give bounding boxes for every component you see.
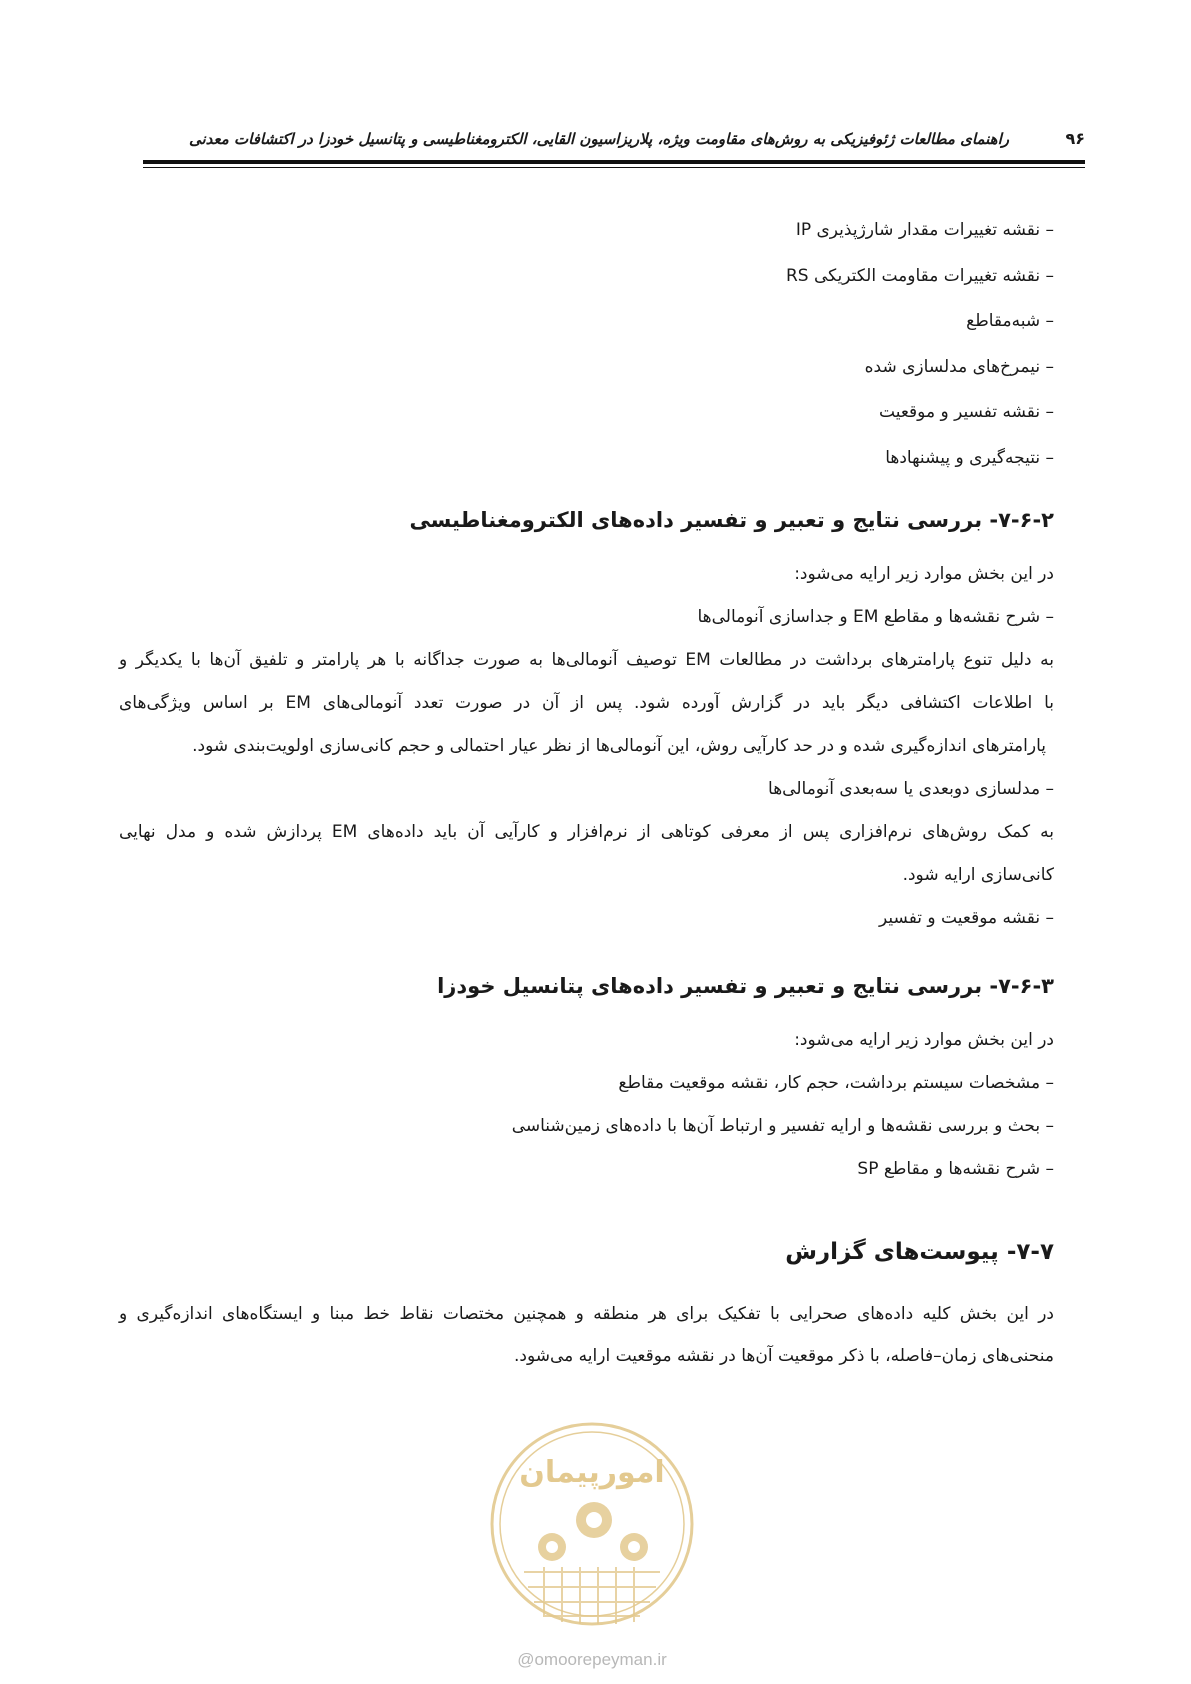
list-item: – نقشه تغییرات مقدار شارژپذیری IP [795, 220, 1054, 240]
list-item: – نقشه موقعیت و تفسیر [879, 908, 1054, 928]
list-item: – شبه‌مقاطع [966, 311, 1054, 331]
paragraph-line: پارامترهای اندازه‌گیری شده و در حد کارآیی روش، این آنومالی‌ها از نظر عیار احتمالی و حجم کانی‌سازی اولویت‌بندی شود. [192, 736, 1046, 756]
section-intro: در این بخش موارد زیر ارایه می‌شود: [794, 564, 1054, 584]
paragraph-line: به کمک روش‌های نرم‌افزاری پس از معرفی کوتاهی از نرم‌افزار و کارآیی آن باید داده‌های EM پردازش شده و مدل نهایی [119, 822, 1054, 842]
watermark-logo [484, 1412, 700, 1644]
list-item: – نقشه تغییرات مقاومت الکتریکی RS [785, 266, 1054, 286]
list-item: – نتیجه‌گیری و پیشنهادها [885, 448, 1054, 468]
section-heading-attachments: ۷-۷- پیوست‌های گزارش [785, 1239, 1054, 1265]
header-rule-thin [143, 167, 1085, 168]
section-intro: در این بخش موارد زیر ارایه می‌شود: [794, 1030, 1054, 1050]
running-title: راهنمای مطالعات ژئوفیزیکی به روش‌های مقاومت ویژه، پلاریزاسیون القایی، الکترومغناطیسی و پتانسیل خودزا در اکتشافات معدنی [188, 130, 1009, 148]
running-header [143, 128, 1085, 154]
section-heading-em: ۷-۶-۲- بررسی نتایج و تعبیر و تفسیر داده‌های الکترومغناطیسی [409, 508, 1054, 532]
paragraph-line: منحنی‌های زمان–فاصله، با ذکر موقعیت آن‌ها در نقشه موقعیت ارایه می‌شود. [514, 1346, 1054, 1366]
paragraph-line: در این بخش کلیه داده‌های صحرایی با تفکیک برای هر منطقه و همچنین مختصات نقاط خط مبنا و ایستگاه‌های اندازه‌گیری و [119, 1304, 1054, 1324]
list-item: – مدلسازی دوبعدی یا سه‌بعدی آنومالی‌ها [768, 779, 1054, 799]
watermark-logo-text: امورپیمان [519, 1455, 665, 1490]
paragraph-line: کانی‌سازی ارایه شود. [902, 865, 1054, 885]
list-item: – مشخصات سیستم برداشت، حجم کار، نقشه موقعیت مقاطع [618, 1073, 1054, 1093]
watermark-site: @omoorepeyman.ir [517, 1650, 667, 1669]
page-number: ۹۶ [1065, 129, 1085, 148]
list-item: – نیمرخ‌های مدلسازی شده [864, 357, 1054, 377]
watermark-emblem-icon [484, 1412, 700, 1644]
paragraph-line: به دلیل تنوع پارامترهای برداشت در مطالعات EM توصیف آنومالی‌ها به صورت جداگانه با هر پارامتر و تلفیق آن‌ها با یکدیگر و [119, 650, 1054, 670]
list-item: – نقشه تفسیر و موقعیت [879, 402, 1054, 422]
paragraph-line: با اطلاعات اکتشافی دیگر باید در گزارش آورده شود. پس از آن در صورت تعدد آنومالی‌های EM بر اساس ویژگی‌های [119, 693, 1054, 713]
header-rule [143, 160, 1085, 164]
section-heading-sp: ۷-۶-۳- بررسی نتایج و تعبیر و تفسیر داده‌های پتانسیل خودزا [437, 974, 1054, 998]
list-item: – بحث و بررسی نقشه‌ها و ارایه تفسیر و ارتباط آن‌ها با داده‌های زمین‌شناسی [511, 1116, 1054, 1136]
list-item: – شرح نقشه‌ها و مقاطع EM و جداسازی آنومالی‌ها [697, 607, 1054, 627]
list-item: – شرح نقشه‌ها و مقاطع SP [857, 1159, 1054, 1179]
